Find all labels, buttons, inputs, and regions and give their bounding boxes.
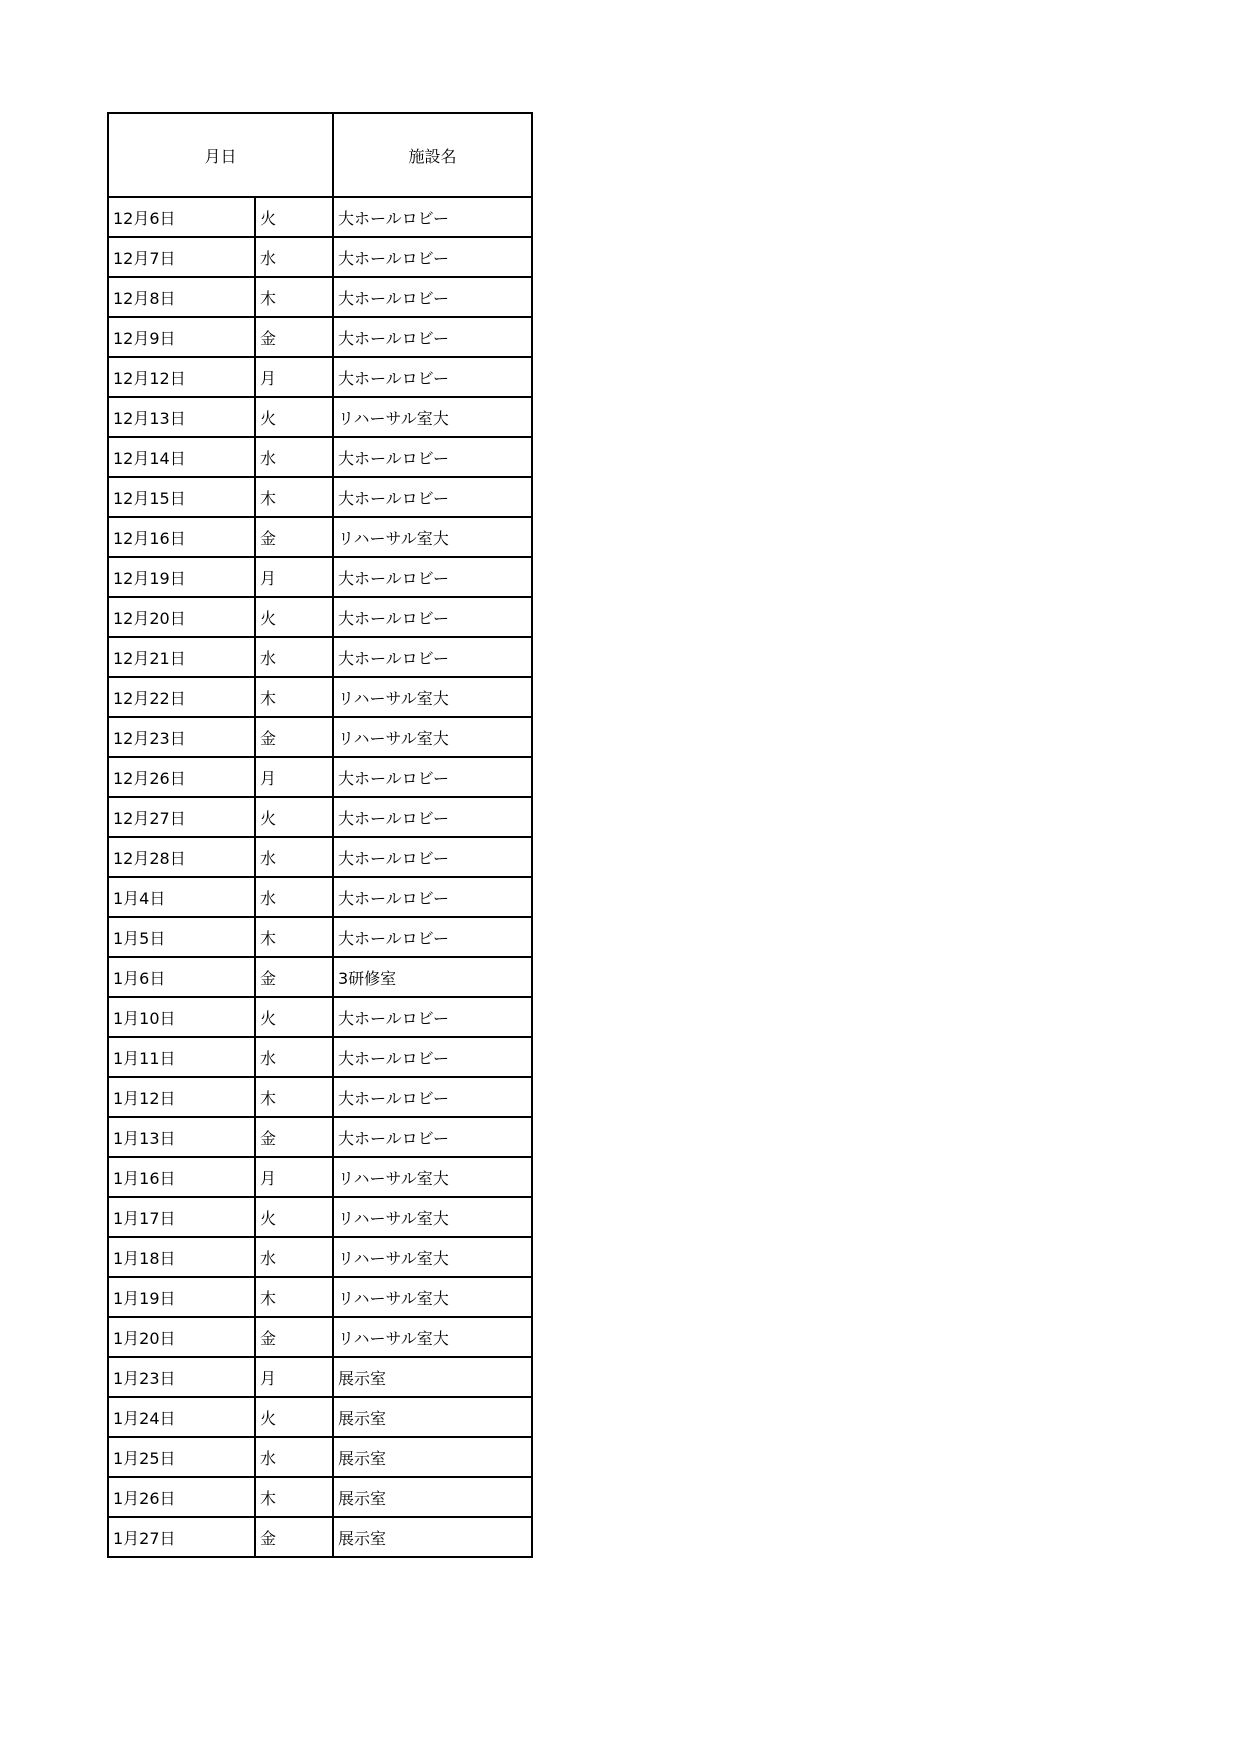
date-cell: 1月6日 (108, 957, 255, 997)
facility-cell: 大ホールロビー (333, 877, 532, 917)
weekday-cell: 水 (255, 1437, 333, 1477)
date-cell: 12月21日 (108, 637, 255, 677)
table-body (108, 197, 532, 1557)
weekday-cell: 金 (255, 1317, 333, 1357)
table-row (108, 797, 532, 837)
date-cell: 12月20日 (108, 597, 255, 637)
date-cell: 1月27日 (108, 1517, 255, 1557)
table-row (108, 1277, 532, 1317)
table-row (108, 677, 532, 717)
table-row (108, 957, 532, 997)
date-cell: 1月12日 (108, 1077, 255, 1117)
table-row (108, 237, 532, 277)
facility-cell: 展示室 (333, 1477, 532, 1517)
date-cell: 12月7日 (108, 237, 255, 277)
date-cell: 1月20日 (108, 1317, 255, 1357)
date-cell: 1月10日 (108, 997, 255, 1037)
weekday-cell: 水 (255, 1237, 333, 1277)
table-row (108, 1317, 532, 1357)
date-cell: 12月6日 (108, 197, 255, 237)
date-cell: 12月14日 (108, 437, 255, 477)
facility-cell: 大ホールロビー (333, 1037, 532, 1077)
facility-cell: リハーサル室大 (333, 1157, 532, 1197)
table-row (108, 1117, 532, 1157)
date-cell: 12月9日 (108, 317, 255, 357)
table-row (108, 1237, 532, 1277)
facility-cell: リハーサル室大 (333, 1277, 532, 1317)
facility-cell: 大ホールロビー (333, 277, 532, 317)
date-cell: 12月22日 (108, 677, 255, 717)
weekday-cell: 木 (255, 917, 333, 957)
facility-cell: リハーサル室大 (333, 517, 532, 557)
date-cell: 1月13日 (108, 1117, 255, 1157)
table-row (108, 1037, 532, 1077)
facility-cell: 大ホールロビー (333, 837, 532, 877)
facility-cell: 展示室 (333, 1517, 532, 1557)
date-column-header: 月日 (108, 113, 333, 197)
weekday-cell: 木 (255, 1077, 333, 1117)
facility-cell: リハーサル室大 (333, 1237, 532, 1277)
weekday-cell: 火 (255, 197, 333, 237)
weekday-cell: 火 (255, 1397, 333, 1437)
facility-cell: 大ホールロビー (333, 1117, 532, 1157)
facility-schedule-table (107, 112, 533, 1558)
table-row (108, 1397, 532, 1437)
date-cell: 12月23日 (108, 717, 255, 757)
facility-cell: リハーサル室大 (333, 1197, 532, 1237)
weekday-cell: 月 (255, 1157, 333, 1197)
table-row (108, 877, 532, 917)
date-cell: 12月26日 (108, 757, 255, 797)
facility-column-header: 施設名 (333, 113, 532, 197)
weekday-cell: 火 (255, 597, 333, 637)
date-cell: 1月11日 (108, 1037, 255, 1077)
table-header-row (108, 113, 532, 197)
date-cell: 12月19日 (108, 557, 255, 597)
weekday-cell: 水 (255, 877, 333, 917)
table-row (108, 397, 532, 437)
date-cell: 12月12日 (108, 357, 255, 397)
weekday-cell: 火 (255, 997, 333, 1037)
table-row (108, 917, 532, 957)
weekday-cell: 木 (255, 1477, 333, 1517)
facility-cell: 展示室 (333, 1397, 532, 1437)
table-row (108, 1077, 532, 1117)
weekday-cell: 木 (255, 1277, 333, 1317)
table-row (108, 437, 532, 477)
table-row (108, 597, 532, 637)
facility-cell: 大ホールロビー (333, 597, 532, 637)
date-cell: 1月16日 (108, 1157, 255, 1197)
weekday-cell: 金 (255, 317, 333, 357)
weekday-cell: 月 (255, 357, 333, 397)
weekday-cell: 木 (255, 277, 333, 317)
facility-cell: リハーサル室大 (333, 677, 532, 717)
weekday-cell: 水 (255, 1037, 333, 1077)
table-row (108, 557, 532, 597)
date-cell: 12月28日 (108, 837, 255, 877)
date-cell: 1月4日 (108, 877, 255, 917)
date-cell: 12月16日 (108, 517, 255, 557)
weekday-cell: 月 (255, 757, 333, 797)
facility-cell: 大ホールロビー (333, 637, 532, 677)
facility-cell: リハーサル室大 (333, 717, 532, 757)
table-row (108, 1477, 532, 1517)
weekday-cell: 火 (255, 797, 333, 837)
date-cell: 1月26日 (108, 1477, 255, 1517)
weekday-cell: 木 (255, 677, 333, 717)
weekday-cell: 金 (255, 1517, 333, 1557)
facility-cell: 大ホールロビー (333, 757, 532, 797)
facility-cell: 大ホールロビー (333, 437, 532, 477)
facility-cell: 大ホールロビー (333, 237, 532, 277)
table-row (108, 1197, 532, 1237)
weekday-cell: 金 (255, 517, 333, 557)
facility-cell: リハーサル室大 (333, 1317, 532, 1357)
weekday-cell: 金 (255, 957, 333, 997)
table-row (108, 1357, 532, 1397)
weekday-cell: 水 (255, 437, 333, 477)
facility-cell: 3研修室 (333, 957, 532, 997)
date-cell: 12月13日 (108, 397, 255, 437)
facility-cell: 大ホールロビー (333, 357, 532, 397)
date-cell: 1月5日 (108, 917, 255, 957)
table-row (108, 717, 532, 757)
table-row (108, 517, 532, 557)
date-cell: 12月27日 (108, 797, 255, 837)
weekday-cell: 木 (255, 477, 333, 517)
facility-cell: 展示室 (333, 1437, 532, 1477)
date-cell: 1月19日 (108, 1277, 255, 1317)
table-row (108, 197, 532, 237)
facility-cell: 大ホールロビー (333, 557, 532, 597)
facility-cell: 大ホールロビー (333, 797, 532, 837)
table-row (108, 477, 532, 517)
table-row (108, 357, 532, 397)
table-row (108, 757, 532, 797)
date-cell: 1月18日 (108, 1237, 255, 1277)
date-cell: 1月17日 (108, 1197, 255, 1237)
table-row (108, 837, 532, 877)
facility-cell: 大ホールロビー (333, 477, 532, 517)
table-row (108, 1437, 532, 1477)
facility-cell: 大ホールロビー (333, 197, 532, 237)
weekday-cell: 水 (255, 637, 333, 677)
weekday-cell: 月 (255, 557, 333, 597)
weekday-cell: 火 (255, 1197, 333, 1237)
facility-cell: 大ホールロビー (333, 917, 532, 957)
facility-cell: 大ホールロビー (333, 317, 532, 357)
table-row (108, 277, 532, 317)
date-cell: 1月25日 (108, 1437, 255, 1477)
weekday-cell: 水 (255, 237, 333, 277)
facility-cell: 大ホールロビー (333, 1077, 532, 1117)
date-cell: 12月15日 (108, 477, 255, 517)
weekday-cell: 金 (255, 717, 333, 757)
date-cell: 1月23日 (108, 1357, 255, 1397)
date-cell: 1月24日 (108, 1397, 255, 1437)
table-row (108, 637, 532, 677)
weekday-cell: 月 (255, 1357, 333, 1397)
table-row (108, 317, 532, 357)
table-row (108, 1157, 532, 1197)
table-row (108, 1517, 532, 1557)
weekday-cell: 水 (255, 837, 333, 877)
facility-cell: 展示室 (333, 1357, 532, 1397)
table-row (108, 997, 532, 1037)
weekday-cell: 火 (255, 397, 333, 437)
weekday-cell: 金 (255, 1117, 333, 1157)
date-cell: 12月8日 (108, 277, 255, 317)
facility-cell: 大ホールロビー (333, 997, 532, 1037)
facility-cell: リハーサル室大 (333, 397, 532, 437)
